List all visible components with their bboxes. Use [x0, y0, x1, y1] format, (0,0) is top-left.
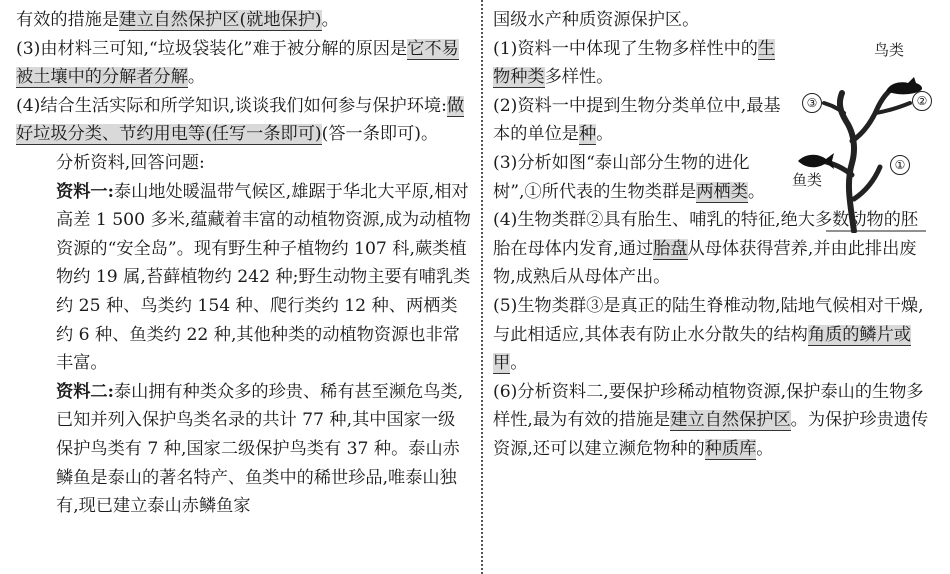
evolution-tree-figure: [792, 40, 936, 233]
question-9: [16, 149, 472, 521]
answer-highlight: 两栖类: [696, 181, 748, 202]
answer-highlight: 角质的鳞片或甲: [493, 324, 911, 374]
answer-highlight: 它不易被土壤中的分解者分解: [16, 38, 459, 88]
circle-1-label: ①: [890, 155, 910, 175]
answer-highlight: 生物种类: [493, 38, 776, 88]
column-divider: [481, 0, 483, 574]
answer-3: (3)分析如图“泰山部分生物的进化树”,①所代表的生物类群是两栖类。: [493, 152, 766, 202]
evolution-tree-drawing: [796, 63, 936, 233]
material-2-label: 资料二:: [56, 381, 114, 402]
answer-highlight: 胎盘: [653, 238, 688, 259]
answer-highlight: 种质库: [704, 438, 757, 459]
question-4: (4)结合生活实际和所学知识,谈谈我们如何参与保护环境:做好垃圾分类、节约用电等(任写一条即可)(答一条即可)。: [16, 95, 465, 145]
circle-3-label: ③: [802, 93, 822, 113]
answer-highlight: 种: [578, 124, 597, 145]
question-9-prompt: 分析资料,回答问题:: [56, 152, 205, 173]
answer-1: (1)资料一中体现了生物多样性中的生物种类多样性。: [493, 38, 776, 88]
answer-6: (6)分析资料二,要保护珍稀动植物资源,保护泰山的生物多样性,最为有效的措施是建立自然保护区。为保护珍贵遗传资源,还可以建立濒危物种的种质库。: [493, 381, 929, 459]
answer-highlight: 建立自然保护区: [670, 410, 791, 431]
answer-2: (2)资料一中提到生物分类单位中,最基本的单位是种。: [493, 95, 781, 145]
bird-label: 鸟类: [874, 40, 905, 59]
circle-2-label: ②: [912, 91, 932, 111]
material-1-label: 资料一:: [56, 181, 114, 202]
tree-branch-bird: [852, 89, 892, 141]
question-3: (3)由材料三可知,“垃圾袋装化”难于被分解的原因是它不易被土壤中的分解者分解。: [16, 38, 459, 88]
fish-label: 鱼类: [792, 170, 823, 189]
answer-highlight: 做好垃圾分类、节约用电等(任写一条即可): [16, 95, 465, 145]
answer-highlight: 建立自然保护区(就地保护): [119, 10, 322, 30]
answer-line-protection: 有效的措施是建立自然保护区(就地保护)。: [16, 10, 339, 30]
material-2-continued: 国级水产种质资源保护区。: [493, 10, 700, 30]
right-column: [493, 6, 935, 464]
answer-4: (4)生物类群②具有胎生、哺乳的特征,绝大多数动物的胚胎在母体内发育,通过胎盘从母体获得营养,并由此排出废物,成熟后从母体产出。: [493, 210, 919, 288]
fish-icon: [798, 153, 834, 169]
figure-wrap: [493, 35, 935, 207]
answer-5: (5)生物类群③是真正的陆生脊椎动物,陆地气候相对干燥,与此相适应,其体表有防止水分散失的结构角质的鳞片或甲。: [493, 295, 924, 374]
tree-branch-1: [854, 167, 880, 199]
wrapped-text: [493, 35, 783, 207]
left-column: [16, 6, 472, 521]
material-2: 资料二:泰山拥有种类众多的珍贵、稀有甚至濒危鸟类,已知并列入保护鸟类名录的共计 77 种,其中国家一级保护鸟类有 7 种,国家二级保护鸟类有 37 种。泰山赤鳞鱼是泰山的著名特产、鱼类中的稀世珍品,唯泰山独有,现已建立泰山赤鳞鱼家: [56, 381, 464, 517]
material-1: 资料一:泰山地处暖温带气候区,雄踞于华北大平原,相对高差 1 500 多米,蕴藏着丰富的动植物资源,成为动植物资源的“安全岛”。现有野生种子植物约 107 科,蕨类植物约 19 属,苔藓植物约 242 种;野生动物主要有哺乳类约 25 种、鸟类约 154 种、爬行类约 12 种、两栖类约 6 种、鱼类约 22 种,其他种类的动植物资源也非常丰富。: [56, 181, 471, 374]
